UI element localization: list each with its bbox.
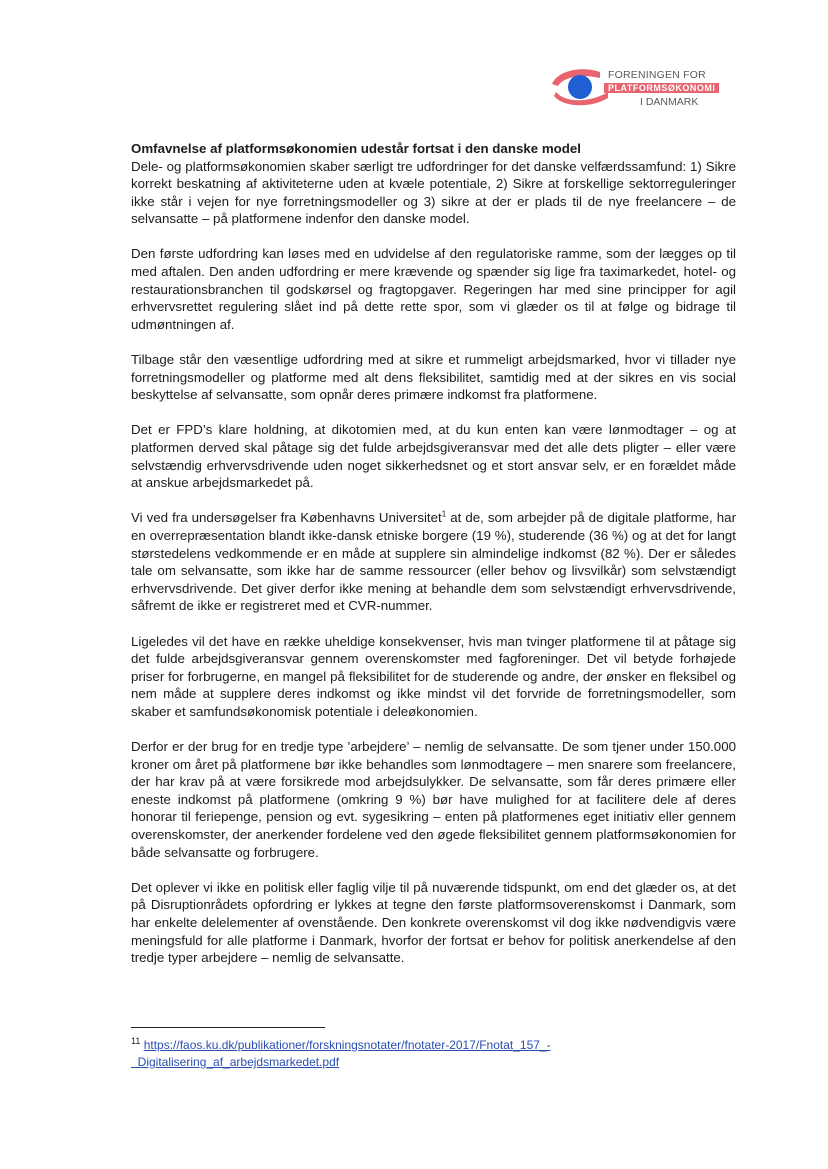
logo-text-line2: PLATFORMSØKONOMI (604, 83, 719, 93)
logo-text-line3: I DANMARK (640, 96, 699, 108)
organization-logo (548, 62, 718, 116)
paragraph-with-footnote (131, 509, 736, 615)
paragraph: Derfor er der brug for en tredje type ’arbejdere’ – nemlig de selvansatte. De som tjener under 150.000 kroner om året på platformene bør ikke behandles som lønmodtagere – men snarere som freelancere, der har krav på at være forsikrede mod arbejdsulykker. De selvansatte, som får deres primære eller eneste indkomst på platformene (omkring 9 %) bør have mulighed for at facilitere dele af deres honorar til feriepenge, pension og evt. sygesikring – enten på platformenes eget initiativ eller gennem overenskomster, der anerkender fordelene ved den øgede fleksibilitet gennem platformsøkonomien for både selvansatte og forbrugere. (131, 739, 736, 860)
document-body (131, 140, 736, 984)
footnote (131, 1037, 601, 1071)
paragraph-text: at de, som arbejder på de digitale platforme, har en overrepræsentation blandt ikke-dansk etniske borgere (19 %), studerende (36 %) og at det for langt størstedelens vedkommende er en måde at supplere sin almindelige indkomst (82 %). Der er således tale om selvansatte, som ikke har de samme ressourcer (eller behov og livsvilkår) som selvstændigt erhvervsdrivende. Det giver derfor ikke mening at behandle dem som selvstændigt erhvervsdrivende, såfremt de ikke er registreret med et CVR-nummer. (131, 510, 736, 614)
footnote-link-line2: Digitalisering_af_arbejdsmarkedet.pdf (137, 1055, 340, 1069)
footnote-reference[interactable]: 1 (441, 509, 447, 519)
paragraph: Ligeledes vil det have en række uheldige konsekvenser, hvis man tvinger platformene til at påtage sig det fulde arbejdsgiveransvar gennem overenskomster med fagforeninger. Det vil betyde forhøjede priser for forbrugerne, en mangel på fleksibilitet for de studerende og andre, der ønsker en fleksibel og nem måde at supplere deres indkomst og ikke mindst vil det forvride de forretningsmodeller, som skaber et samfundsøkonomisk potentiale i deleøkonomien. (131, 633, 736, 719)
paragraph-text: Vi ved fra undersøgelser fra Københavns Universitet (131, 510, 442, 526)
document-heading: Omfavnelse af platformsøkonomien udestår fortsat i den danske model (131, 141, 581, 156)
paragraph: Dele- og platformsøkonomien skaber særligt tre udfordringer for det danske velfærdssamfund: 1) Sikre korrekt beskatning af aktiviteterne uden at kvæle potentiale, 2) Sikre at forskellige sektorreguleringer ikke står i vejen for nye forretningsmodeller og 3) sikre at der er plads til de nye freelancere – de selvansatte – på platformene indenfor den danske model. (131, 158, 736, 227)
paragraph: Tilbage står den væsentlige udfordring med at sikre et rummeligt arbejdsmarked, hvor vi tillader nye forretningsmodeller og platforme med alt dens fleksibilitet, samtidig med at der sikres en vis social beskyttelse af selvansatte, som opnår deres primære indkomst fra platformene. (131, 352, 736, 403)
paragraph: Det oplever vi ikke en politisk eller faglig vilje til på nuværende tidspunkt, om end det glæder os, at det på Disruptionrådets opfordring er lykkes at tegne den første platformsoverenskomst i Danmark, som har enkelte delelementer af ovenstående. Den konkrete overenskomst vil dog ikke nødvendigvis være meningsfuld for alle platforme i Danmark, hvorfor der fortsat er behov for politisk anerkendelse af den tredje typer arbejdere – nemlig de selvansatte. (131, 879, 736, 966)
footnote-separator (131, 1027, 325, 1028)
paragraph: Det er FPD’s klare holdning, at dikotomien med, at du kun enten kan være lønmodtager – og at platformen derved skal påtage sig det fulde arbejdsgiveransvar med det alle dets pligter – eller være selvstændig erhvervsdrivende uden noget sikkerhedsnet og et stort ansvar selv, er en forældet måde at anskue arbejdsmarkedet på. (131, 422, 736, 491)
footnote-link-line1: https://faos.ku.dk/publikationer/forskningsnotater/fnotater-2017/Fnotat_157_- (143, 1038, 551, 1052)
logo-text-line1: FORENINGEN FOR (608, 69, 706, 81)
footnote-link[interactable] (131, 1038, 551, 1069)
paragraph: Den første udfordring kan løses med en udvidelse af den regulatoriske ramme, som der lægges op til med aftalen. Den anden udfordring er mere krævende og spænder sig lige fra taximarkedet, hotel- og restaurationsbranchen til godskørsel og fragtopgaver. Regeringen har med sine principper for agil erhvervsrettet regulering slået ind på dette rette spor, som vi glæder os til at følge og bidrage til udmøntningen af. (131, 246, 736, 332)
footnote-number: 11 (131, 1036, 141, 1046)
